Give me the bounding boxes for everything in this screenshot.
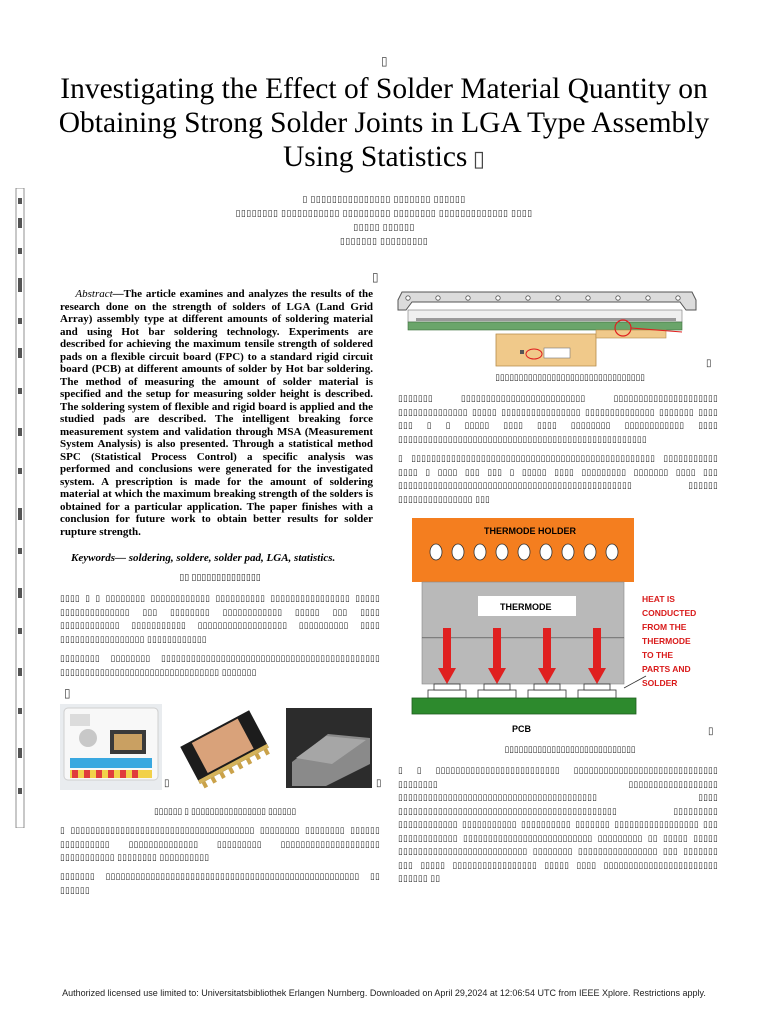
paper-title: Investigating the Effect of Solder Material Quantity on Obtaining Strong Solder Joints in LGA Type Assembly Using Statistics ▯ xyxy=(58,73,710,173)
abstract: Abstract—The article examines and analyzes the results of the research done on the strength of solders of LGA (Land Grid Array) assembly type at different amounts of soldering material and using Hot bar soldering technology. Experiments are described for achieving the maximum tensile strength of soldered pads on a flexible circuit board (FPC) to a standard rigid circuit board (PCB) at different amounts of solder by Hot bar soldering. The method of measuring the amount of solder material is specified and the setup for measuring solder height is described. The soldering system of flexible and rigid board is applied and the studied pads are described. The intelligent breaking force measurement system and validation through MSA (Measurement System Analysis) is also presented. Through a statistical method SPC (Statistical Process Control) a specific analysis was performed and conclusions were generated for the investigated system. A prescription is made for the amount of soldering material at which the maximum breaking strength of the solders is obtained for a particular application. The paper finishes with a conclusion for future work to obtain better results for solder rupture strength. xyxy=(60,288,373,538)
top-marker: ▯ xyxy=(381,54,388,68)
author-marker: ▯ xyxy=(372,270,379,284)
figure-3-thermode-diagram xyxy=(408,518,718,740)
intro-paragraph: ▯▯▯▯▯▯▯▯ ▯▯▯▯▯▯▯▯ ▯▯▯▯▯▯▯▯▯▯▯▯▯▯▯▯▯▯▯▯▯▯▯▯▯▯▯▯▯▯▯▯▯▯▯▯▯▯▯▯▯▯▯▯ ▯▯▯▯▯▯▯▯▯▯▯▯▯▯▯▯▯▯▯▯▯▯▯▯▯▯▯▯▯▯▯▯ ▯▯▯▯▯▯▯ xyxy=(60,653,380,677)
svg-text:▯: ▯ xyxy=(376,778,382,789)
solder-pads xyxy=(428,684,616,698)
heat-note-line: PARTS AND xyxy=(642,664,691,674)
dev-board-image xyxy=(60,704,162,790)
figure-1-photos xyxy=(60,704,390,800)
heat-note-line: HEAT IS xyxy=(642,594,675,604)
rf-module-image xyxy=(172,708,278,789)
figure-marker: ▯ xyxy=(64,686,71,700)
svg-text:▯: ▯ xyxy=(706,358,712,369)
keywords: Keywords— soldering, soldere, solder pad, LGA, statistics. xyxy=(71,552,336,564)
heat-note-line: SOLDER xyxy=(642,678,678,688)
author-block: ▯ ▯▯▯▯▯▯▯▯▯▯▯▯▯▯▯ ▯▯▯▯▯▯▯ ▯▯▯▯▯▯ ▯▯▯▯▯▯▯▯ ▯▯▯▯▯▯▯▯▯▯▯ ▯▯▯▯▯▯▯▯▯ ▯▯▯▯▯▯▯▯ ▯▯▯▯▯▯▯▯▯▯▯▯▯ ▯▯▯▯ ▯▯▯▯▯ ▯▯▯▯▯▯ ▯▯▯▯▯▯▯ ▯▯▯▯▯▯▯▯▯ xyxy=(235,194,533,246)
arxiv-side-strip xyxy=(14,188,26,828)
figure-2-diagram xyxy=(396,290,716,370)
thermode-holder-label: THERMODE HOLDER xyxy=(484,526,576,536)
figure-1-caption: ▯▯▯▯▯▯ ▯ ▯▯▯▯▯▯▯▯▯▯▯▯▯▯▯▯ ▯▯▯▯▯▯ xyxy=(153,806,297,816)
thermode-label: THERMODE xyxy=(500,602,552,612)
body-paragraph: ▯▯▯▯▯▯▯ ▯▯▯▯▯▯▯▯▯▯▯▯▯▯▯▯▯▯▯▯▯▯▯▯▯▯▯▯▯▯▯▯▯▯▯▯▯▯▯▯▯▯▯▯▯▯▯▯▯▯▯ ▯▯ ▯▯▯▯▯▯ xyxy=(60,871,380,895)
svg-text:▯: ▯ xyxy=(708,726,714,737)
body-paragraph: ▯ ▯ ▯▯▯▯▯▯▯▯▯▯▯▯▯▯▯▯▯▯▯▯▯▯▯▯▯ ▯▯▯▯▯▯▯▯▯▯▯▯▯▯▯▯▯▯▯▯▯▯▯▯▯▯▯▯▯ ▯▯▯▯▯▯▯▯ ▯▯▯▯▯▯▯▯▯▯▯▯▯▯▯▯▯▯ ▯▯▯▯▯▯▯▯▯▯▯▯▯▯▯▯▯▯▯▯▯▯▯▯▯▯▯▯▯▯▯▯▯▯▯▯▯▯▯▯ ▯▯▯▯ ▯▯▯▯▯▯▯▯▯▯▯▯▯▯▯▯▯▯▯▯▯▯▯▯▯▯▯▯▯▯▯▯▯▯▯▯▯▯▯▯▯▯▯▯ ▯▯▯▯▯▯▯▯▯ ▯▯▯▯▯▯▯▯▯▯▯▯ ▯▯▯▯▯▯▯▯▯▯▯ ▯▯▯▯▯▯▯▯▯▯ ▯▯▯▯▯▯▯ ▯▯▯▯▯▯▯▯▯▯▯▯▯▯▯▯▯ ▯▯▯ ▯▯▯▯▯▯▯▯▯▯▯▯ ▯▯▯▯▯▯▯▯▯▯▯▯▯▯▯▯▯▯▯▯▯▯▯▯▯▯ ▯▯▯▯▯▯▯▯▯ ▯▯ ▯▯▯▯▯ ▯▯▯▯▯ ▯▯▯▯▯▯▯▯▯▯▯▯▯▯▯▯▯▯▯▯▯▯▯▯▯▯ ▯▯▯▯▯▯▯▯ ▯▯▯▯▯▯▯▯▯▯▯▯▯▯▯▯ ▯▯▯ ▯▯▯▯▯▯▯ ▯▯▯ ▯▯▯▯▯ ▯▯▯▯▯▯▯▯▯▯▯▯▯▯▯▯▯ ▯▯▯▯▯ ▯▯▯▯ ▯▯▯▯▯▯▯▯▯▯▯▯▯▯▯▯▯▯▯▯▯▯▯ ▯▯▯▯▯▯ ▯▯ xyxy=(398,765,718,883)
pcb-board xyxy=(412,698,636,714)
figure-2-caption: ▯▯▯▯▯▯▯▯▯▯▯▯▯▯▯▯▯▯▯▯▯▯▯▯▯▯▯▯▯▯▯▯ xyxy=(495,372,645,382)
solder-joint-photo xyxy=(286,708,372,788)
body-paragraph: ▯ ▯▯▯▯▯▯▯▯▯▯▯▯▯▯▯▯▯▯▯▯▯▯▯▯▯▯▯▯▯▯▯▯▯▯▯▯▯ ▯▯▯▯▯▯▯▯ ▯▯▯▯▯▯▯▯ ▯▯▯▯▯▯ ▯▯▯▯▯▯▯▯▯▯ ▯▯▯▯▯▯▯▯▯▯▯▯▯▯ ▯▯▯▯▯▯▯▯▯ ▯▯▯▯▯▯▯▯▯▯▯▯▯▯▯▯▯▯▯▯ ▯▯▯▯▯▯▯▯▯▯▯ ▯▯▯▯▯▯▯▯ ▯▯▯▯▯▯▯▯▯▯ xyxy=(60,825,380,862)
heat-note-line: FROM THE xyxy=(642,622,687,632)
intro-paragraph: ▯▯▯▯ ▯ ▯ ▯▯▯▯▯▯▯▯ ▯▯▯▯▯▯▯▯▯▯▯▯ ▯▯▯▯▯▯▯▯▯▯ ▯▯▯▯▯▯▯▯▯▯▯▯▯▯▯▯ ▯▯▯▯▯ ▯▯▯▯▯▯▯▯▯▯▯▯▯▯ ▯▯▯ ▯▯▯▯▯▯▯▯ ▯▯▯▯▯▯▯▯▯▯▯▯ ▯▯▯▯▯ ▯▯▯ ▯▯▯▯ ▯▯▯▯▯▯▯▯▯▯▯▯ ▯▯▯▯▯▯▯▯▯▯▯ ▯▯▯▯▯▯▯▯▯▯▯▯▯▯▯▯▯▯ ▯▯▯▯▯▯▯▯▯▯ ▯▯▯▯ ▯▯▯▯▯▯▯▯▯▯▯▯▯▯▯▯▯ ▯▯▯▯▯▯▯▯▯▯▯▯ xyxy=(60,593,380,644)
heat-note-line: THERMODE xyxy=(642,636,691,646)
license-footer: Authorized licensed use limited to: Universitatsbibliothek Erlangen Nurnberg. Downloaded on April 29,2024 at 12:06:54 UTC from IEEE Xplore. Restrictions apply. xyxy=(62,988,706,998)
svg-text:▯: ▯ xyxy=(164,778,170,789)
heat-note-line: TO THE xyxy=(642,650,674,660)
body-paragraph: ▯▯▯▯▯▯▯ ▯▯▯▯▯▯▯▯▯▯▯▯▯▯▯▯▯▯▯▯▯▯▯▯▯ ▯▯▯▯▯▯▯▯▯▯▯▯▯▯▯▯▯▯▯▯▯ ▯▯▯▯▯▯▯▯▯▯▯▯▯▯ ▯▯▯▯▯ ▯▯▯▯▯▯▯▯▯▯▯▯▯▯▯▯ ▯▯▯▯▯▯▯▯▯▯▯▯▯▯ ▯▯▯▯▯▯▯ ▯▯▯▯ ▯▯▯ ▯ ▯ ▯▯▯▯▯ ▯▯▯▯ ▯▯▯▯ ▯▯▯▯▯▯▯▯ ▯▯▯▯▯▯▯▯▯▯▯▯ ▯▯▯▯ ▯▯▯▯▯▯▯▯▯▯▯▯▯▯▯▯▯▯▯▯▯▯▯▯▯▯▯▯▯▯▯▯▯▯▯▯▯▯▯▯▯▯▯▯▯▯▯▯▯▯ xyxy=(398,393,718,444)
section-heading-introduction: ▯▯ ▯▯▯▯▯▯▯▯▯▯▯▯▯▯ xyxy=(179,572,261,582)
figure-3-caption: ▯▯▯▯▯▯▯▯▯▯▯▯▯▯▯▯▯▯▯▯▯▯▯▯▯▯▯▯ xyxy=(504,744,636,754)
heat-note-line: CONDUCTED xyxy=(642,608,697,618)
pcb-label: PCB xyxy=(512,724,532,734)
body-paragraph: ▯ ▯▯▯▯▯▯▯▯▯▯▯▯▯▯▯▯▯▯▯▯▯▯▯▯▯▯▯▯▯▯▯▯▯▯▯▯▯▯▯▯▯▯▯▯▯▯▯▯▯ ▯▯▯▯▯▯▯▯▯▯▯ ▯▯▯▯ ▯ ▯▯▯▯ ▯▯▯ ▯▯▯ ▯ ▯▯▯▯▯ ▯▯▯▯ ▯▯▯▯▯▯▯▯▯ ▯▯▯▯▯▯▯ ▯▯▯▯ ▯▯▯ ▯▯▯▯▯▯▯▯▯▯▯▯▯▯▯▯▯▯▯▯▯▯▯▯▯▯▯▯▯▯▯▯▯▯▯▯▯▯▯▯▯▯▯▯▯▯▯ ▯▯▯▯▯▯ ▯▯▯▯▯▯▯▯▯▯▯▯▯▯▯ ▯▯▯ xyxy=(398,453,718,504)
